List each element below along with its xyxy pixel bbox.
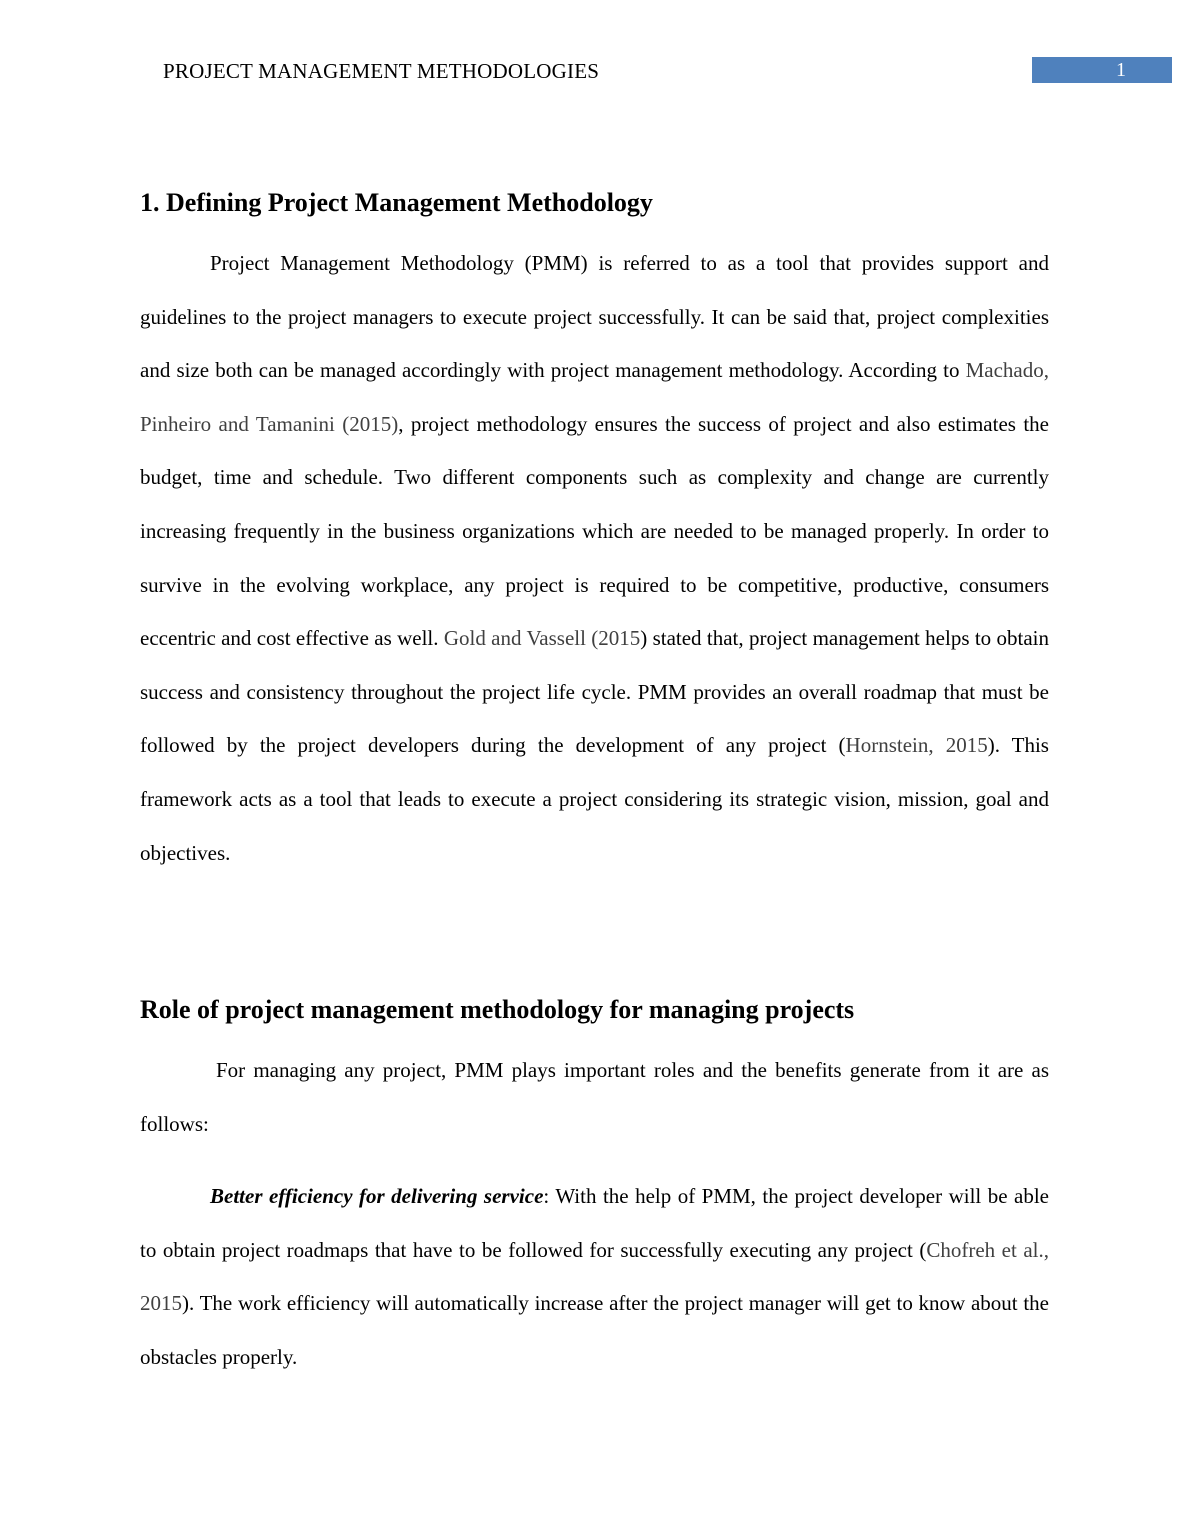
paragraph-text: For managing any project, PMM plays important roles and the benefits generate from it are as follows: [140,1058,1049,1136]
paragraph-text: ) stated that, project management helps to obtain success and consistency throughout the project life cycle. PMM provides an overall roadmap that must be followed by the project developers during the development of any project ( [140,626,1049,758]
citation-chofreh: Chofreh et al., 2015 [140,1237,1049,1316]
paragraph-text: ). This framework acts as a tool that leads to execute a project considering its strategic vision, mission, goal and objectives. [140,733,1049,865]
paragraph-text: , project methodology ensures the success of project and also estimates the budget, time and schedule. Two different components such as complexity and change are currently increasing frequently in the business organizations which are needed to be managed properly. In order to survive in the evolving workplace, any project is required to be competitive, productive, consumers eccentric and cost effective as well. [140,411,1049,651]
benefit-term: Better efficiency for delivering service [210,1184,544,1208]
running-head: PROJECT MANAGEMENT METHODOLOGIES [163,59,600,83]
citation-machado: Machado, Pinheiro and Tamanini (2015) [140,358,1049,436]
paragraph-defining-pmm [140,237,1049,880]
paragraph-role-intro [140,1044,1049,1151]
section-heading-defining-pmm: 1. Defining Project Management Methodology [140,188,653,217]
citation-hornstein: Hornstein, 2015 [845,733,988,758]
section-heading-role-of-pmm: Role of project management methodology for managing projects [140,995,855,1024]
paragraph-benefit-efficiency [140,1170,1049,1384]
paragraph-text: ). The work efficiency will automatically increase after the project manager will get to know about the obstacles properly. [140,1291,1049,1369]
paragraph-text: : With the help of PMM, the project developer will be able to obtain project roadmaps that have to be followed for successfully executing any project ( [140,1184,1049,1262]
paragraph-text: Project Management Methodology (PMM) is referred to as a tool that provides support and guidelines to the project managers to execute project successfully. It can be said that, project complexities and size both can be managed accordingly with project management methodology. According to [140,251,1049,383]
citation-gold-vassell: Gold and Vassell (2015 [443,626,641,651]
page-number: 1 [1116,59,1126,81]
page-number-box [1032,57,1172,83]
